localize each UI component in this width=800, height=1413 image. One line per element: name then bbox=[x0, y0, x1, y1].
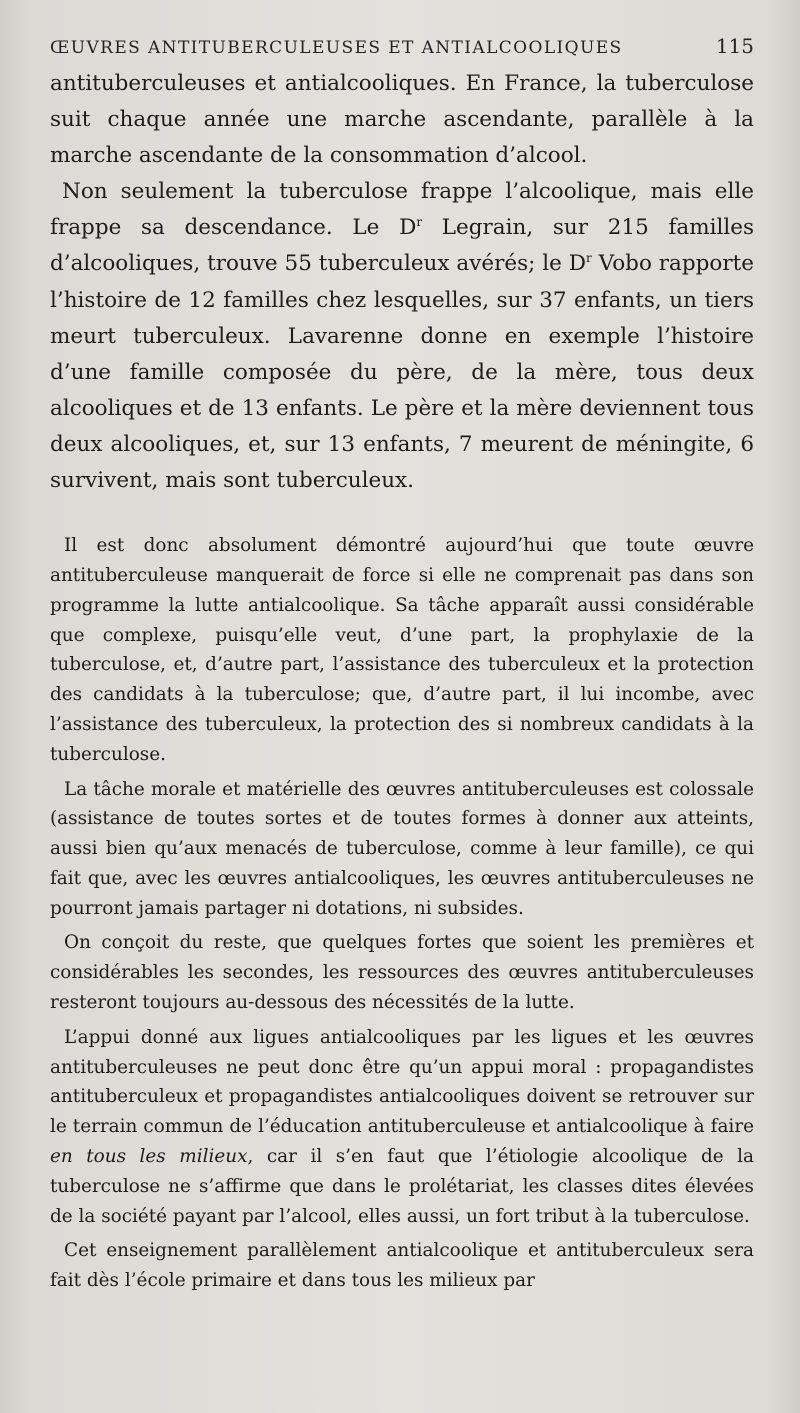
italic-phrase: en tous les milieux bbox=[50, 1146, 248, 1168]
large-type-section bbox=[50, 66, 754, 499]
paragraph-continuation: antituberculeuses et antialcooliques. En France, la tuberculose suit chaque année une marche ascendante, parallèle à la marche ascendante de la consommation d’alcool. bbox=[50, 71, 754, 169]
running-title: ŒUVRES ANTITUBERCULEUSES ET ANTIALCOOLIQUES bbox=[50, 38, 623, 58]
paragraph-enseignement: Cet enseignement parallèlement antialcoolique et antituberculeux sera fait dès l’école primaire et dans tous les milieux par bbox=[50, 1240, 754, 1292]
paragraph-demonstration: Il est donc absolument démontré aujourd’hui que toute œuvre antituberculeuse manquerait de force si elle ne comprenait pas dans son programme la lutte antialcoolique. Sa tâche apparaît aussi considérable que complexe, puisqu’elle veut, d’une part, la prophylaxie de la tuberculose, et, d’autre part, l’assistance des tuberculeux et la protection des candidats à la tuberculose; que, d’autre part, il lui incombe, avec l’assistance des tuberculeux, la protection des si nombreux candidats à la tuberculose. bbox=[50, 535, 754, 765]
page-number: 115 bbox=[715, 34, 754, 58]
superscript: r bbox=[586, 251, 592, 266]
text-run: L’appui donné aux ligues antialcooliques par les ligues et les œuvres antituberculeuses ne peut donc être qu’un appui moral : propagandistes antituberculeux et propagandistes antialcooliques doivent se retrouver sur le terrain commun de l’éducation antituberculeuse et antialcoolique à faire bbox=[50, 1026, 754, 1138]
paragraph-tache-morale: La tâche morale et matérielle des œuvres antituberculeuses est colossale (assistance de toutes sortes et de toutes formes à donner aux atteints, aussi bien qu’aux menacés de tuberculose, comme à leur famille), ce qui fait que, avec les œuvres antialcooliques, les œuvres antituberculeuses ne pourront jamais partager ni dotations, ni subsides. bbox=[50, 778, 754, 919]
text-run: Vobo rapporte l’histoire de 12 familles chez lesquelles, sur 37 enfants, un tiers meurt tuberculeux. Lavarenne donne en exemple l’histoire d’une famille composée du père, de la mère, tous deux alcooliques et de 13 enfants. Le père et la mère deviennent tous deux alcooliques, et, sur 13 enfants, 7 meurent de méningite, 6 survivent, mais sont tuberculeux. bbox=[50, 251, 754, 494]
superscript: r bbox=[416, 215, 423, 230]
paragraph-appui bbox=[50, 1023, 754, 1232]
running-header bbox=[50, 34, 754, 58]
paragraph-descendance bbox=[50, 174, 754, 499]
paragraph-ressources: On conçoit du reste, que quelques fortes que soient les premières et considérables les secondes, les ressources des œuvres antituberculeuses resteront toujours au-dessous des nécessités de la lutte. bbox=[50, 932, 754, 1014]
text-run: , car il s’en faut que l’étiologie alcoolique de la tuberculose ne s’affirme que dans le prolétariat, les classes dites élevées de la société payant par l’alcool, elles aussi, un fort tribut à la tuberculose. bbox=[50, 1146, 754, 1227]
small-type-section bbox=[50, 531, 754, 1296]
text-run: Legrain, sur 215 familles d’alcooliques, trouve 55 tuberculeux avérés; le D bbox=[50, 215, 755, 277]
text-run: Non seulement la tuberculose frappe l’alcoolique, mais elle frappe sa descendance. Le D bbox=[50, 179, 754, 241]
